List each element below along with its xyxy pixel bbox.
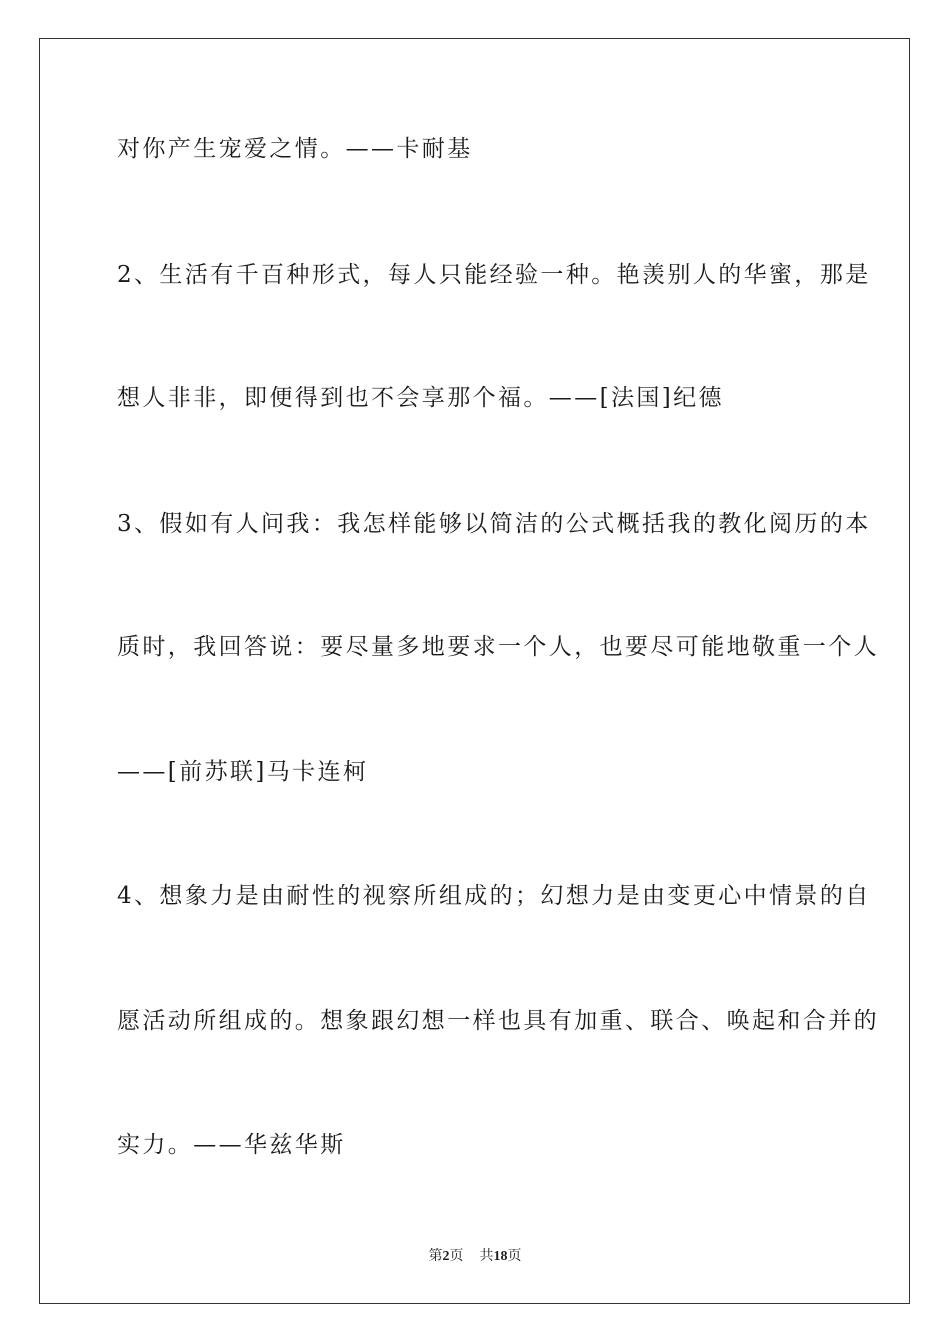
text-line-8: 愿活动所组成的。想象跟幻想一样也具有加重、联合、唤起和合并的: [117, 1008, 879, 1034]
page-footer: [0, 1248, 950, 1266]
total-prefix: 共: [479, 1249, 494, 1264]
text-line-6: ——[前苏联]马卡连柯: [117, 759, 369, 785]
text-line-1: 对你产生宠爱之情。——卡耐基: [117, 136, 473, 162]
text-line-3: 想人非非，即便得到也不会享那个福。——[法国]纪德: [117, 385, 724, 411]
text-line-4: 3、假如有人问我：我怎样能够以简洁的公式概括我的教化阅历的本: [117, 511, 871, 537]
page-number: 2: [442, 1249, 450, 1264]
text-line-9: 实力。——华兹华斯: [117, 1132, 346, 1158]
total-suffix: 页: [507, 1249, 522, 1264]
text-line-5: 质时，我回答说：要尽量多地要求一个人，也要尽可能地敬重一个人: [117, 634, 879, 660]
page-border: [39, 38, 910, 1304]
text-line-2: 2、生活有千百种形式，每人只能经验一种。艳羡别人的华蜜，那是: [117, 262, 871, 288]
page-prefix: 第: [428, 1249, 443, 1264]
page-suffix: 页: [449, 1249, 464, 1264]
text-line-7: 4、想象力是由耐性的视察所组成的；幻想力是由变更心中情景的自: [117, 883, 871, 909]
total-pages: 18: [493, 1249, 508, 1264]
